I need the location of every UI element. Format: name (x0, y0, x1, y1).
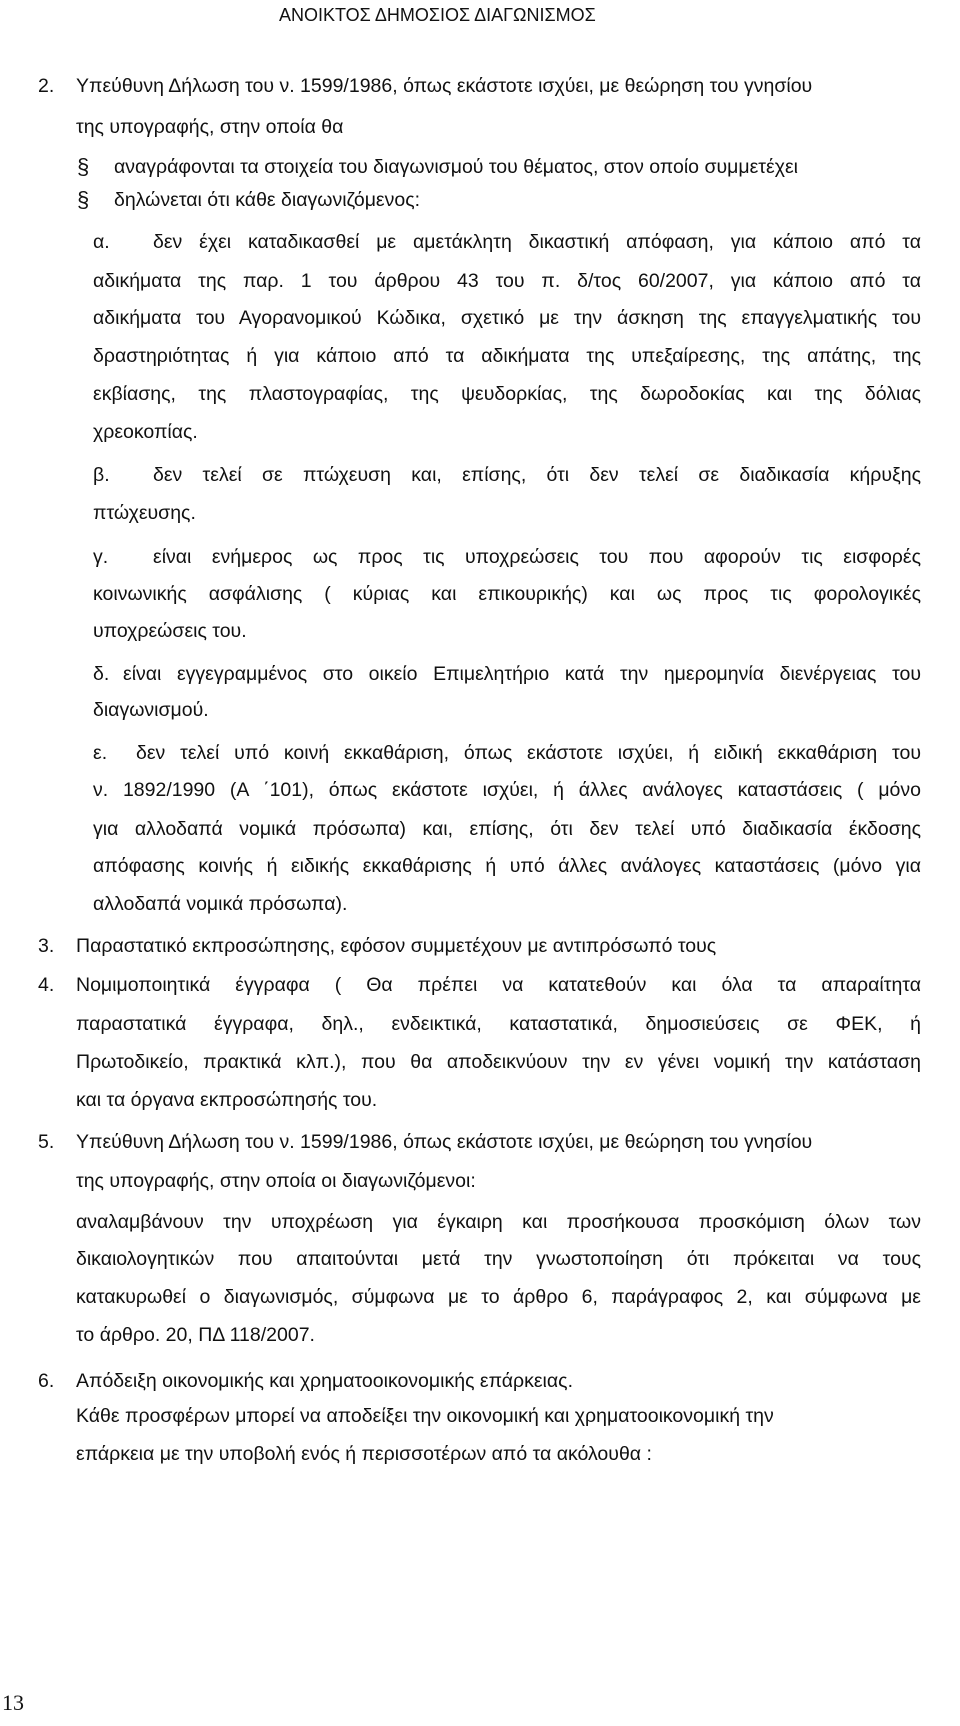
page-header: ΑΝΟΙΚΤΟΣ ΔΗΜΟΣΙΟΣ ΔΙΑΓΩΝΙΣΜΟΣ (279, 5, 596, 25)
item-number: 6. (38, 1370, 55, 1392)
sub-item-text: απόφασης κοινής ή ειδικής εκκαθάρισης ή υπό άλλες ανάλογες καταστάσεις (μόνο για (93, 855, 921, 877)
sub-item-text: δεν τελεί σε πτώχευση και, επίσης, ότι δεν τελεί σε διαδικασία κήρυξης (153, 464, 921, 486)
item-text-line: Νομιμοποιητικά έγγραφα ( Θα πρέπει να κατατεθούν και όλα τα απαραίτητα (76, 974, 921, 996)
bullet-text: αναγράφονται τα στοιχεία του διαγωνισμού του θέματος, στον οποίο συμμετέχει (114, 156, 798, 178)
sub-item-text: αδικήματα της παρ. 1 του άρθρου 43 του π. δ/τος 60/2007, για κάποιο από τα (93, 270, 921, 292)
sub-item-marker: ε. (93, 742, 108, 764)
item-number: 3. (38, 935, 55, 957)
sub-item-text: δεν έχει καταδικασθεί με αμετάκλητη δικαστική απόφαση, για κάποιο από τα (153, 231, 921, 253)
sub-item-text: δεν τελεί υπό κοινή εκκαθάριση, όπως εκάστοτε ισχύει, ή ειδική εκκαθάριση του (136, 742, 921, 764)
sub-item-text: δραστηριότητας ή για κάποιο από τα αδικήματα της υπεξαίρεσης, της απάτης, της (93, 345, 921, 367)
sub-item-text: εκβίασης, της πλαστογραφίας, της ψευδορκίας, της δωροδοκίας και της δόλιας (93, 383, 921, 405)
sub-item-text: κοινωνικής ασφάλισης ( κύριας και επικουρικής) και ως προς τις φορολογικές (93, 583, 921, 605)
item-text-line: Υπεύθυνη Δήλωση του ν. 1599/1986, όπως εκάστοτε ισχύει, με θεώρηση του γνησίου (76, 75, 813, 97)
item-text-line: επάρκεια με την υποβολή ενός ή περισσοτέρων από τα ακόλουθα : (76, 1443, 652, 1465)
sub-item-text: είναι εγγεγραμμένος στο οικείο Επιμελητήριο κατά την ημερομηνία διενέργειας του (123, 663, 921, 685)
item-text-line: και τα όργανα εκπροσώπησής του. (76, 1089, 378, 1111)
item-text-line: Πρωτοδικείο, πρακτικά κλπ.), που θα αποδεικνύουν την εν γένει νομική την κατάσταση (76, 1051, 921, 1073)
sub-item-text: για αλλοδαπά νομικά πρόσωπα) και, επίσης, ότι δεν τελεί υπό διαδικασία έκδοσης (93, 818, 921, 840)
section-bullet-icon: § (77, 187, 90, 212)
item-text-line: Παραστατικό εκπροσώπησης, εφόσον συμμετέχουν με αντιπρόσωπό τους (76, 935, 717, 957)
section-bullet-icon: § (77, 154, 90, 179)
page-number: 13 (2, 1690, 24, 1715)
item-number: 5. (38, 1131, 55, 1153)
item-text-line: το άρθρο. 20, ΠΔ 118/2007. (76, 1324, 315, 1346)
item-text-line: κατακυρωθεί ο διαγωνισμός, σύμφωνα με το άρθρο 6, παράγραφος 2, και σύμφωνα με (76, 1286, 921, 1308)
item-text-line: Υπεύθυνη Δήλωση του ν. 1599/1986, όπως εκάστοτε ισχύει, με θεώρηση του γνησίου (76, 1131, 813, 1153)
sub-item-marker: γ. (93, 546, 109, 568)
sub-item-marker: α. (93, 231, 110, 253)
sub-item-text: είναι ενήμερος ως προς τις υποχρεώσεις του που αφορούν τις εισφορές (153, 546, 921, 568)
item-number: 4. (38, 974, 55, 996)
sub-item-text: αδικήματα του Αγορανομικού Κώδικα, σχετικό με την άσκηση της επαγγελματικής του (93, 307, 921, 329)
bullet-text: δηλώνεται ότι κάθε διαγωνιζόμενος: (114, 189, 421, 211)
sub-item-text: ν. 1892/1990 (Α ΄101), όπως εκάστοτε ισχύει, ή άλλες ανάλογες καταστάσεις ( μόνο (93, 779, 921, 801)
item-text-line: Κάθε προσφέρων μπορεί να αποδείξει την οικονομική και χρηματοοικονομική την (76, 1405, 774, 1427)
item-text-line: αναλαμβάνουν την υποχρέωση για έγκαιρη και προσήκουσα προσκόμιση όλων των (76, 1211, 921, 1233)
item-text-line: της υπογραφής, στην οποία οι διαγωνιζόμενοι: (76, 1170, 476, 1192)
item-text-line: της υπογραφής, στην οποία θα (76, 116, 344, 138)
item-number: 2. (38, 75, 55, 97)
item-text-line: παραστατικά έγγραφα, δηλ., ενδεικτικά, καταστατικά, δημοσιεύσεις σε ΦΕΚ, ή (76, 1013, 921, 1035)
sub-item-text: διαγωνισμού. (93, 699, 209, 721)
sub-item-text: υποχρεώσεις του. (93, 620, 247, 642)
sub-item-marker: δ. (93, 663, 110, 685)
sub-item-marker: β. (93, 464, 110, 486)
sub-item-text: αλλοδαπά νομικά πρόσωπα). (93, 893, 348, 915)
item-text-line: δικαιολογητικών που απαιτούνται μετά την γνωστοποίηση ότι πρόκειται να τους (76, 1248, 921, 1270)
sub-item-text: πτώχευσης. (93, 502, 196, 524)
item-text-line: Απόδειξη οικονομικής και χρηματοοικονομικής επάρκειας. (76, 1370, 573, 1392)
sub-item-text: χρεοκοπίας. (93, 421, 198, 443)
